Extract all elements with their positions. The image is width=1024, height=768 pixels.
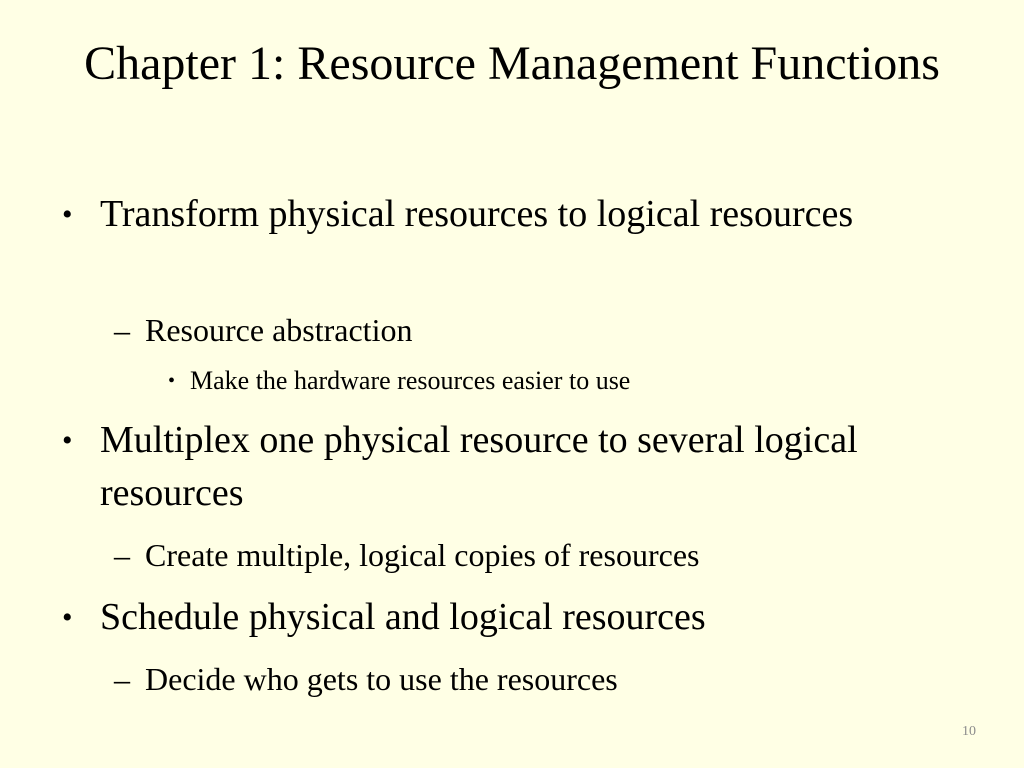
bullet-dot-icon: • — [168, 370, 176, 392]
dash-icon: – — [114, 661, 130, 697]
bullet-item — [62, 188, 860, 241]
dash-icon: – — [114, 312, 130, 348]
bullet-dot-icon: • — [62, 601, 73, 634]
sub-bullet-item — [114, 535, 700, 575]
sub-bullet-item — [114, 310, 413, 350]
bullet-text: Multiplex one physical resource to several logical resources — [100, 419, 858, 514]
bullet-item — [62, 414, 900, 520]
sub-sub-bullet-text: Make the hardware resources easier to use — [190, 366, 631, 395]
dash-icon: – — [114, 537, 130, 573]
page-number: 10 — [962, 724, 976, 739]
sub-sub-bullet-item — [168, 365, 631, 397]
bullet-text: Schedule physical and logical resources — [100, 596, 706, 638]
slide-title: Chapter 1: Resource Management Functions — [84, 37, 940, 90]
bullet-dot-icon: • — [62, 424, 73, 457]
bullet-dot-icon: • — [62, 198, 73, 231]
bullet-text: Transform physical resources to logical resources — [100, 193, 854, 235]
sub-bullet-text: Create multiple, logical copies of resources — [145, 537, 700, 573]
sub-bullet-text: Decide who gets to use the resources — [145, 661, 618, 697]
sub-bullet-text: Resource abstraction — [145, 312, 413, 348]
sub-bullet-item — [114, 659, 618, 699]
bullet-item — [62, 591, 706, 644]
